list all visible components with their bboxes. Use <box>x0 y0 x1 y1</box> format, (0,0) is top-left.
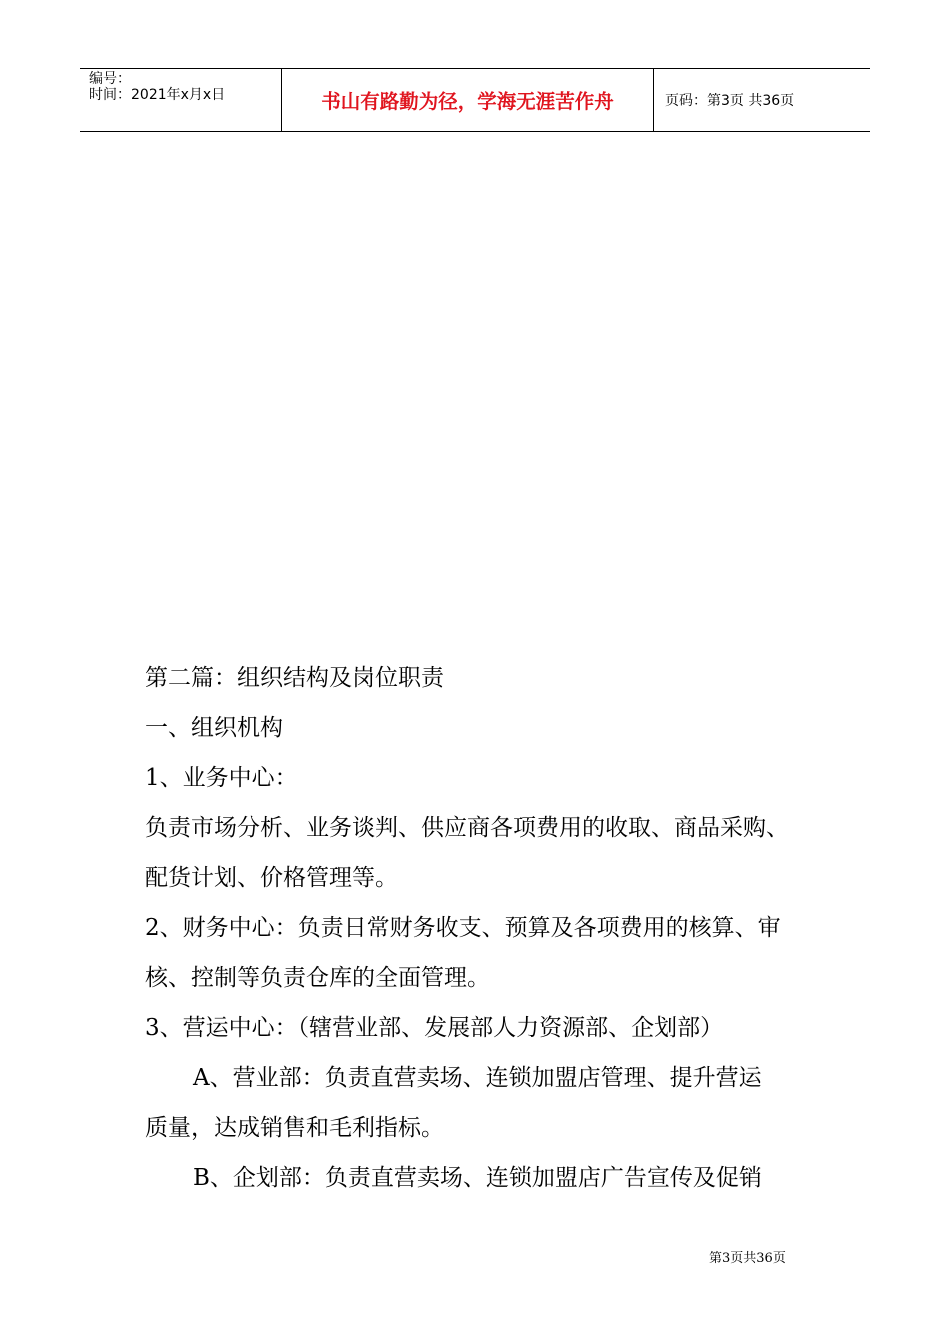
paragraph-line: B、企划部：负责直营卖场、连锁加盟店广告宣传及促销 <box>193 1165 762 1191</box>
paragraph-line: 负责市场分析、业务谈判、供应商各项费用的收取、商品采购、 <box>145 815 789 841</box>
header-motto-cell <box>281 69 654 131</box>
document-body <box>145 653 845 1203</box>
header-page-info: 页码：第3页 共36页 <box>665 93 795 109</box>
item-heading-business: 1、业务中心： <box>145 765 298 791</box>
paragraph-line: 核、控制等负责仓库的全面管理。 <box>145 965 490 991</box>
paragraph-line: 2、财务中心：负责日常财务收支、预算及各项费用的核算、审 <box>145 915 781 941</box>
header-meta <box>80 69 281 131</box>
time-label: 时间：2021年x月x日 <box>89 87 226 103</box>
page-footer: 第3页共36页 <box>709 1251 786 1266</box>
paragraph-line: 配货计划、价格管理等。 <box>145 865 398 891</box>
paragraph-line: A、营业部：负责直营卖场、连锁加盟店管理、提升营运 <box>193 1065 762 1091</box>
motto-text: 书山有路勤为径，学海无涯苦作舟 <box>321 90 614 113</box>
paragraph-line: 质量，达成销售和毛利指标。 <box>145 1115 444 1141</box>
subsection-heading: 一、组织机构 <box>145 715 283 741</box>
section-title: 第二篇：组织结构及岗位职责 <box>145 665 444 691</box>
item-heading-operations: 3、营运中心：（辖营业部、发展部人力资源部、企划部） <box>145 1015 724 1041</box>
page-header <box>80 68 870 132</box>
number-label: 编号： <box>89 71 131 87</box>
